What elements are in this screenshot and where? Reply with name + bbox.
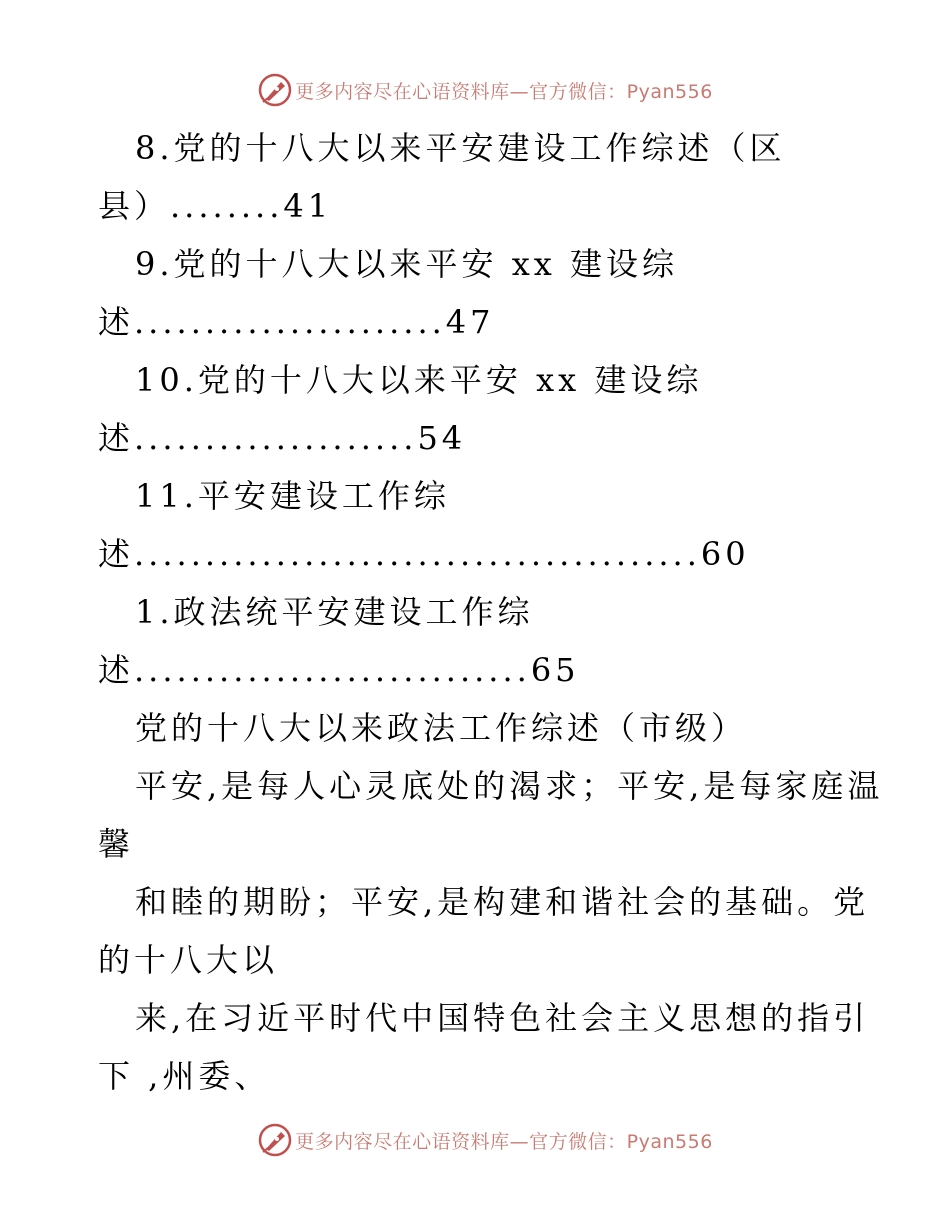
body-paragraph-line: 和睦的期盼；平安,是构建和谐社会的基础。党 bbox=[135, 883, 870, 921]
toc-entry-10: 10.党的十八大以来平安 xx 建设综 bbox=[135, 361, 703, 399]
body-paragraph-line: 来,在习近平时代中国特色社会主义思想的指引 bbox=[135, 999, 870, 1037]
toc-entry-8: 8.党的十八大以来平安建设工作综述（区 bbox=[135, 129, 786, 167]
watermark-banner-bottom bbox=[0, 1120, 950, 1160]
watermark-text: 更多内容尽在心语资料库—官方微信：Pyan556 bbox=[295, 1130, 713, 1153]
watermark-banner-top bbox=[0, 70, 950, 110]
toc-entry-11: 11.平安建设工作综 bbox=[135, 477, 450, 515]
body-paragraph-line: 的十八大以 bbox=[98, 941, 279, 979]
pen-nib-seal-icon bbox=[257, 1122, 293, 1158]
toc-entry-1-page: 述............................65 bbox=[98, 651, 580, 689]
watermark-text: 更多内容尽在心语资料库—官方微信：Pyan556 bbox=[295, 80, 713, 103]
pen-nib-seal-icon bbox=[257, 72, 293, 108]
section-title: 党的十八大以来政法工作综述（市级） bbox=[135, 709, 748, 747]
toc-entry-10-page: 述....................54 bbox=[98, 419, 467, 457]
toc-entry-8-page: 县）........41 bbox=[98, 187, 333, 225]
toc-entry-11-page: 述........................................60 bbox=[98, 535, 750, 573]
toc-entry-9: 9.党的十八大以来平安 xx 建设综 bbox=[135, 245, 678, 283]
body-paragraph-line: 下 ,州委、 bbox=[98, 1057, 271, 1095]
toc-entry-9-page: 述......................47 bbox=[98, 303, 495, 341]
toc-entry-1: 1.政法统平安建设工作综 bbox=[135, 593, 534, 631]
body-paragraph-line: 馨 bbox=[98, 825, 135, 863]
body-paragraph-line: 平安,是每人心灵底处的渴求；平安,是每家庭温 bbox=[135, 767, 884, 805]
